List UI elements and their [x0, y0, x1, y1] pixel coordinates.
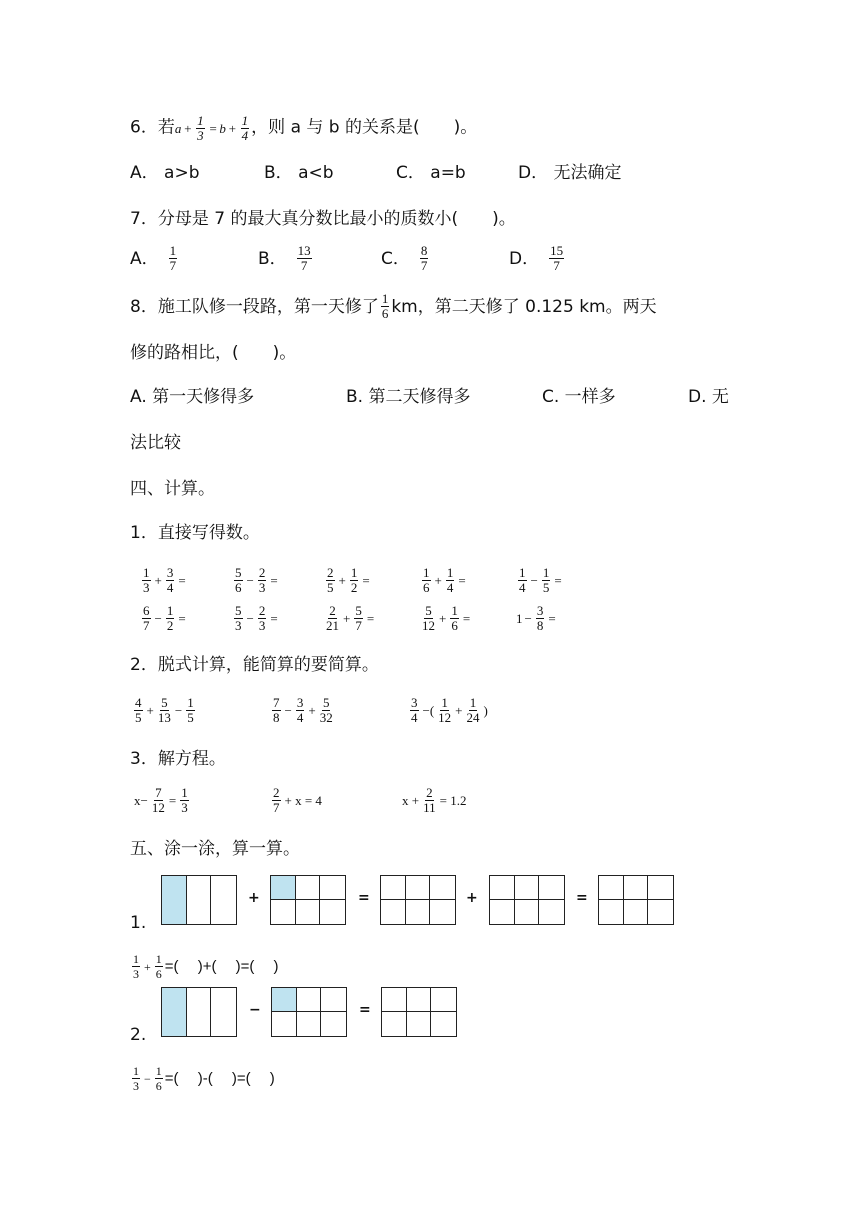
eq-frac — [180, 786, 189, 815]
section5-p1-equation — [130, 948, 279, 981]
section5-p1-label: 1. — [130, 913, 147, 933]
grid-cell[interactable] — [599, 900, 624, 924]
grid-cell[interactable] — [321, 1012, 346, 1036]
s5-p1-frac-1-den: 3 — [133, 967, 139, 981]
sixths-grid[interactable] — [271, 987, 347, 1037]
q6-suffix: ，则 a 与 b 的关系是( )。 — [251, 117, 478, 138]
s5-p1-frac-2-den: 6 — [155, 967, 162, 981]
q7-option-b-frac — [297, 244, 312, 273]
calc-frac-b-num: 2 — [258, 603, 266, 618]
direct-calc-item[interactable] — [232, 604, 280, 633]
calc-frac-a — [326, 604, 339, 633]
eq-frac-num: 1 — [181, 785, 188, 800]
thirds-grid[interactable] — [161, 875, 237, 925]
expr-frac — [467, 696, 480, 725]
q7-option-d-num: 15 — [550, 243, 564, 258]
calc-frac-a-den: 3 — [235, 618, 242, 633]
grid-cell[interactable] — [381, 900, 406, 924]
operator: = — [458, 572, 466, 588]
simplify-expression[interactable] — [408, 696, 490, 725]
grid-cell[interactable] — [430, 900, 455, 924]
expr-frac-num: 5 — [161, 695, 168, 710]
direct-calc-item[interactable] — [232, 566, 280, 595]
grid-cell[interactable] — [490, 900, 515, 924]
q8-option-b[interactable]: B. 第二天修得多 — [346, 387, 471, 407]
operator: + — [466, 890, 478, 906]
q6-frac-2-den: 4 — [241, 128, 249, 143]
grid-cell[interactable] — [624, 876, 649, 900]
grid-cell[interactable] — [406, 900, 431, 924]
q7-option-d-frac — [549, 244, 564, 273]
grid-cell[interactable] — [431, 1012, 456, 1036]
expr-frac-den: 8 — [273, 710, 280, 725]
answer-grid[interactable] — [489, 875, 565, 925]
eq-frac — [152, 786, 165, 815]
calc-frac-a — [142, 604, 151, 633]
calc-frac-b-num: 3 — [536, 603, 544, 618]
operator: = — [362, 572, 370, 588]
grid-cell[interactable] — [648, 900, 673, 924]
section4-title: 四、计算。 — [130, 479, 215, 499]
q8-line1 — [130, 292, 657, 321]
q8-frac — [381, 292, 390, 321]
simplify-expression[interactable] — [270, 696, 335, 725]
grid-cell[interactable] — [599, 876, 624, 900]
q7-option-d[interactable] — [509, 244, 566, 273]
operator: − — [246, 610, 254, 626]
eq-frac — [423, 786, 436, 815]
direct-calc-item[interactable] — [140, 566, 188, 595]
calc-frac-a — [234, 604, 243, 633]
calc-frac-a — [326, 566, 335, 595]
calc-frac-a — [422, 566, 431, 595]
calc-frac-a-num: 1 — [143, 565, 150, 580]
q7-option-a[interactable] — [130, 244, 179, 273]
calc-frac-b-den: 6 — [451, 618, 458, 633]
section4-p3-title: 3．解方程。 — [130, 749, 226, 769]
q6-prefix: 6．若 — [130, 117, 175, 138]
q6-frac-1-num: 1 — [197, 113, 204, 128]
grid-cell[interactable] — [271, 876, 296, 900]
q7-option-b[interactable] — [258, 244, 314, 273]
equation[interactable] — [132, 786, 191, 815]
q6-var-a: a — [174, 120, 182, 136]
calc-frac-a-den: 3 — [143, 580, 150, 595]
operator: x− — [134, 792, 148, 808]
expr-frac — [320, 696, 333, 725]
operator: = — [178, 572, 186, 588]
grid-cell[interactable] — [382, 988, 407, 1012]
answer-grid[interactable] — [598, 875, 674, 925]
expr-frac-num: 4 — [135, 695, 142, 710]
q6-eq: = — [208, 120, 218, 136]
q6-var-b: b — [219, 120, 226, 136]
calc-frac-b-num: 1 — [350, 565, 358, 580]
section4-p2-title: 2．脱式计算，能简算的要简算。 — [130, 655, 379, 675]
eq-frac-den: 11 — [423, 800, 436, 815]
operator: − — [154, 610, 162, 626]
s5-p1-blanks[interactable]: =( )+( )=( ) — [164, 957, 279, 975]
expr-frac-num: 7 — [273, 695, 280, 710]
calc-frac-b-den: 4 — [446, 580, 454, 595]
q8-option-a[interactable]: A. 第一天修得多 — [130, 387, 255, 407]
calc-frac-a-den: 6 — [423, 580, 430, 595]
calc-frac-b-num: 5 — [355, 603, 362, 618]
expr-frac-den: 4 — [296, 710, 304, 725]
grid-cell[interactable] — [515, 876, 540, 900]
grid-cell[interactable] — [321, 988, 346, 1012]
grid-cell[interactable] — [162, 988, 187, 1036]
operator: − — [246, 572, 254, 588]
calc-frac-a-num: 1 — [423, 565, 430, 580]
direct-calc-item[interactable] — [420, 604, 472, 633]
grid-cell[interactable] — [490, 876, 515, 900]
s5-p2-frac-2-den: 6 — [155, 1079, 162, 1093]
expr-frac-num: 1 — [441, 695, 448, 710]
operator: + — [455, 702, 463, 718]
q6-option-b[interactable]: B． a<b — [264, 163, 334, 183]
s5-p2-frac-1-num: 1 — [133, 1064, 139, 1078]
expr-frac-num: 5 — [322, 695, 330, 710]
q6-op: + — [227, 120, 237, 136]
calc-frac-b-den: 3 — [258, 618, 266, 633]
direct-calc-item[interactable] — [516, 604, 558, 633]
operator: = — [270, 572, 278, 588]
grid-cell[interactable] — [320, 900, 345, 924]
calc-frac-b — [354, 604, 363, 633]
operator: ) — [483, 702, 488, 718]
eq-frac-num: 2 — [273, 785, 280, 800]
grid-cell[interactable] — [162, 876, 187, 924]
operator: + — [146, 702, 154, 718]
q7-option-c-frac — [420, 244, 429, 273]
q7-option-c-num: 8 — [420, 243, 428, 258]
q8-option-c[interactable]: C. 一样多 — [542, 387, 616, 407]
grid-cell[interactable] — [431, 988, 456, 1012]
calc-frac-b — [450, 604, 459, 633]
s5-p1-frac-1 — [132, 952, 140, 981]
expr-frac-num: 1 — [187, 695, 194, 710]
simplify-expression[interactable] — [132, 696, 197, 725]
operator: − — [284, 702, 292, 718]
grid-cell[interactable] — [272, 1012, 297, 1036]
expr-frac-den: 13 — [157, 710, 171, 725]
operator: − — [524, 610, 532, 626]
q6-option-d[interactable]: D． 无法确定 — [518, 163, 622, 183]
expr-frac — [438, 696, 451, 725]
q6-frac-2-num: 1 — [241, 113, 249, 128]
direct-calc-item[interactable] — [324, 604, 376, 633]
calc-frac-b — [542, 566, 551, 595]
equation[interactable] — [270, 786, 324, 815]
calc-frac-a — [422, 604, 435, 633]
s5-p1-frac-1-num: 1 — [133, 952, 139, 966]
s5-p2-frac-1-den: 3 — [133, 1079, 139, 1093]
grid-cell[interactable] — [296, 900, 321, 924]
operator: − — [530, 572, 538, 588]
calc-frac-a-den: 7 — [143, 618, 150, 633]
answer-grid[interactable] — [381, 987, 457, 1037]
calc-frac-a-num: 2 — [329, 603, 336, 618]
grid-cell[interactable] — [187, 988, 212, 1036]
eq-frac-den: 7 — [273, 800, 280, 815]
operator: = — [366, 610, 375, 626]
calc-frac-b — [166, 604, 175, 633]
q6-option-a[interactable]: A． a>b — [130, 163, 200, 183]
operator: = — [358, 890, 370, 906]
expr-frac-den: 5 — [135, 710, 142, 725]
calc-frac-a-num: 5 — [235, 603, 242, 618]
eq-frac-num: 7 — [155, 785, 162, 800]
operator: = — [576, 890, 588, 906]
q7-option-b-label: B． — [258, 248, 287, 269]
q6-frac-1 — [196, 114, 205, 143]
calc-frac-a — [142, 566, 151, 595]
grid-cell[interactable] — [211, 988, 236, 1036]
s5-p2-frac-1 — [132, 1064, 140, 1093]
q7-option-b-den: 7 — [300, 258, 308, 273]
operator: −( — [422, 702, 435, 718]
expr-frac-num: 1 — [469, 695, 477, 710]
operator: + — [308, 702, 316, 718]
section5-title: 五、涂一涂，算一算。 — [130, 839, 300, 859]
q7-option-c-den: 7 — [420, 258, 428, 273]
operator: = — [178, 610, 186, 626]
eq-frac-den: 12 — [151, 800, 165, 815]
expr-frac — [272, 696, 281, 725]
calc-frac-b — [258, 566, 267, 595]
grid-cell[interactable] — [297, 1012, 322, 1036]
q7-option-a-frac — [169, 244, 178, 273]
section4-p1-title: 1．直接写得数。 — [130, 523, 260, 543]
calc-frac-a — [234, 566, 243, 595]
grid-cell[interactable] — [187, 876, 212, 924]
calc-frac-b-den: 8 — [536, 618, 544, 633]
calc-frac-b-num: 2 — [258, 565, 266, 580]
q8-frac-den: 6 — [381, 306, 389, 321]
grid-cell[interactable] — [407, 1012, 432, 1036]
grid-cell[interactable] — [320, 876, 345, 900]
q7-option-d-label: D． — [509, 248, 540, 269]
whole-number: 1 — [516, 610, 523, 626]
calc-frac-b — [166, 566, 175, 595]
grid-cell[interactable] — [382, 1012, 407, 1036]
section5-p2-label: 2. — [130, 1025, 147, 1045]
thirds-grid[interactable] — [161, 987, 237, 1037]
grid-cell[interactable] — [406, 876, 431, 900]
calc-frac-a — [518, 566, 527, 595]
operator: + — [343, 610, 351, 626]
grid-cell[interactable] — [271, 900, 296, 924]
operator: = — [168, 792, 177, 808]
operator: = — [462, 610, 471, 626]
calc-frac-b — [446, 566, 455, 595]
s5-p1-frac-2 — [155, 952, 163, 981]
operator: = — [554, 572, 562, 588]
grid-cell[interactable] — [515, 900, 540, 924]
grid-cell[interactable] — [297, 988, 322, 1012]
operator: = — [548, 610, 556, 626]
grid-cell[interactable] — [430, 876, 455, 900]
calc-frac-b-num: 1 — [542, 565, 550, 580]
grid-cell[interactable] — [407, 988, 432, 1012]
grid-cell[interactable] — [539, 900, 564, 924]
expr-frac-den: 32 — [319, 710, 333, 725]
calc-frac-a-num: 1 — [519, 565, 526, 580]
calc-frac-b-den: 2 — [350, 580, 358, 595]
s5-p1-frac-2-num: 1 — [155, 952, 162, 966]
operator: − — [249, 1002, 261, 1018]
q6-frac-1-den: 3 — [197, 128, 204, 143]
calc-frac-a-den: 21 — [326, 618, 339, 633]
expr-frac — [134, 696, 143, 725]
calc-frac-a-den: 5 — [327, 580, 334, 595]
calc-frac-b — [258, 604, 267, 633]
expr-frac-den: 4 — [411, 710, 418, 725]
q7-option-d-den: 7 — [553, 258, 560, 273]
operator: x + — [402, 792, 420, 808]
s5-p2-frac-2 — [155, 1064, 163, 1093]
q7-text: 7．分母是 7 的最大真分数比最小的质数小( )。 — [130, 209, 516, 229]
s5-p2-blanks[interactable]: =( )-( )=( ) — [164, 1069, 275, 1087]
calc-frac-b — [536, 604, 545, 633]
calc-frac-b-den: 2 — [166, 618, 174, 633]
expr-frac-den: 5 — [187, 710, 194, 725]
calc-frac-a-den: 12 — [422, 618, 435, 633]
q7-option-a-den: 7 — [169, 258, 177, 273]
q7-option-a-label: A． — [130, 248, 159, 269]
operator: = — [359, 1002, 371, 1018]
expr-frac — [410, 696, 419, 725]
calc-frac-b-den: 7 — [355, 618, 362, 633]
calc-frac-b-num: 1 — [166, 603, 174, 618]
sixths-grid[interactable] — [270, 875, 346, 925]
s5-p2-frac-2-num: 1 — [155, 1064, 162, 1078]
calc-frac-b — [350, 566, 359, 595]
s5-p2-op: − — [144, 1071, 151, 1086]
q8-line2: 修的路相比，( )。 — [130, 343, 297, 363]
calc-frac-a-num: 5 — [425, 603, 432, 618]
q8-option-d-wrap: 法比较 — [130, 433, 181, 453]
calc-frac-a-den: 4 — [519, 580, 526, 595]
operator: + — [248, 890, 260, 906]
expr-frac-den: 12 — [438, 710, 452, 725]
direct-calc-item[interactable] — [324, 566, 372, 595]
calc-frac-b-den: 4 — [166, 580, 174, 595]
operator: = 1.2 — [439, 792, 467, 808]
direct-calc-item[interactable] — [420, 566, 468, 595]
grid-cell[interactable] — [272, 988, 297, 1012]
q6-equation — [175, 114, 251, 143]
answer-grid[interactable] — [380, 875, 456, 925]
q7-option-c-label: C． — [381, 248, 410, 269]
calc-frac-a-num: 5 — [235, 565, 242, 580]
grid-cell[interactable] — [296, 876, 321, 900]
operator: + x = 4 — [284, 792, 322, 808]
operator: + — [338, 572, 346, 588]
q7-option-c[interactable] — [381, 244, 430, 273]
q8-suffix: km，第二天修了 0.125 km。两天 — [391, 296, 657, 317]
calc-frac-a-num: 2 — [327, 565, 334, 580]
operator: + — [439, 610, 447, 626]
operator: + — [154, 572, 162, 588]
eq-frac-num: 2 — [426, 785, 433, 800]
expr-frac — [158, 696, 171, 725]
q8-prefix: 8．施工队修一段路，第一天修了 — [130, 296, 379, 317]
q8-frac-num: 1 — [381, 291, 389, 306]
calc-frac-b-den: 5 — [542, 580, 550, 595]
calc-frac-b-num: 3 — [166, 565, 174, 580]
calc-frac-a-num: 6 — [143, 603, 150, 618]
expr-frac-den: 24 — [466, 710, 480, 725]
q6-option-c[interactable]: C． a=b — [396, 163, 466, 183]
expr-frac — [296, 696, 305, 725]
q8-option-d[interactable]: D. 无 — [688, 387, 729, 407]
q6-op: + — [183, 120, 193, 136]
q7-option-b-num: 13 — [297, 243, 311, 258]
expr-frac — [186, 696, 195, 725]
operator: = — [270, 610, 278, 626]
equation[interactable] — [400, 786, 468, 815]
eq-frac-den: 3 — [181, 800, 188, 815]
grid-cell[interactable] — [211, 876, 236, 924]
s5-p1-op: + — [144, 959, 151, 974]
eq-frac — [272, 786, 281, 815]
direct-calc-item[interactable] — [516, 566, 564, 595]
expr-frac-num: 3 — [296, 695, 304, 710]
grid-cell[interactable] — [539, 876, 564, 900]
calc-frac-b-num: 1 — [451, 603, 458, 618]
operator: + — [434, 572, 442, 588]
q7-option-a-num: 1 — [169, 243, 177, 258]
calc-frac-a-den: 6 — [235, 580, 242, 595]
section5-p2-equation — [130, 1060, 275, 1093]
q6-line — [130, 114, 477, 143]
grid-cell[interactable] — [381, 876, 406, 900]
operator: − — [174, 702, 183, 718]
grid-cell[interactable] — [624, 900, 649, 924]
grid-cell[interactable] — [648, 876, 673, 900]
direct-calc-item[interactable] — [140, 604, 188, 633]
calc-frac-b-den: 3 — [258, 580, 266, 595]
calc-frac-b-num: 1 — [446, 565, 454, 580]
q6-frac-2 — [241, 114, 250, 143]
expr-frac-num: 3 — [411, 695, 418, 710]
